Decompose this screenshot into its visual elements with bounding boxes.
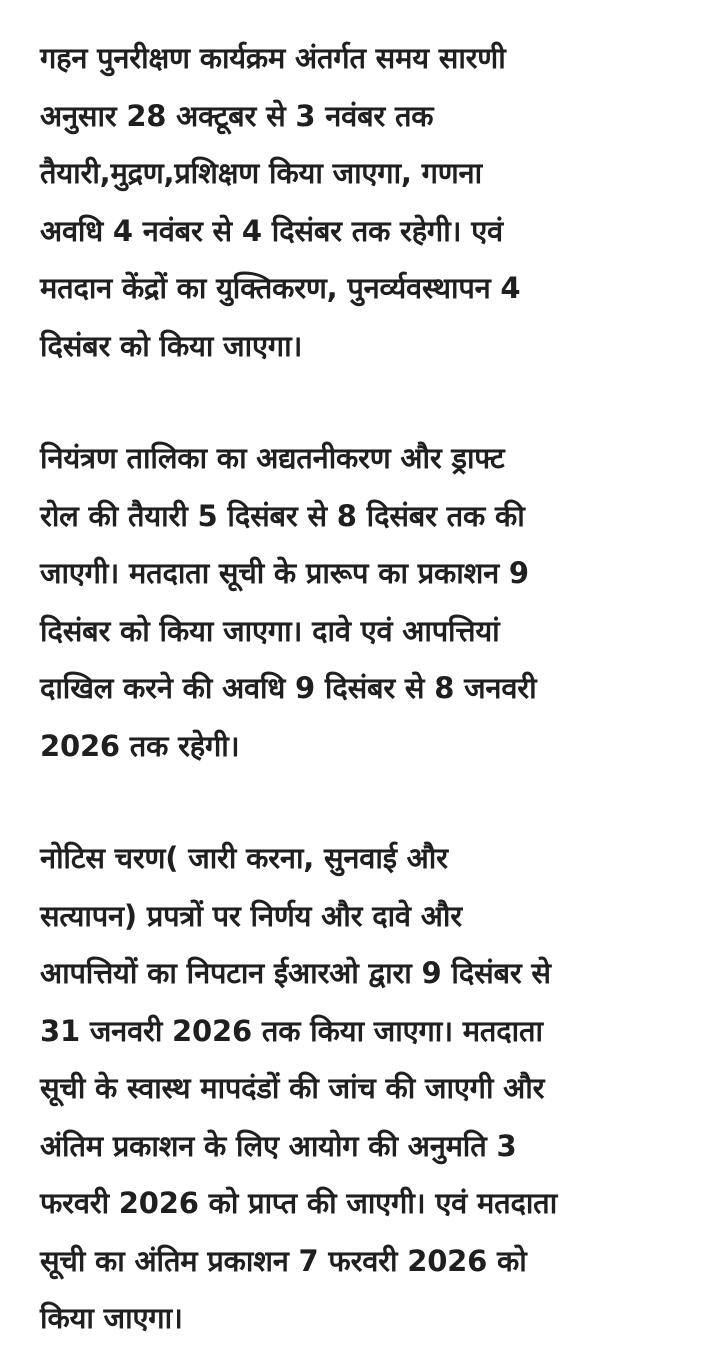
- text-line: आपत्तियों का निपटान ईआरओ द्वारा 9 दिसंबर से: [40, 956, 551, 990]
- text-line: नियंत्रण तालिका का अद्यतनीकरण और ड्राफ्ट: [40, 441, 505, 475]
- paragraph-draft-roll: [40, 430, 692, 775]
- text-line: तैयारी,मुद्रण,प्रशिक्षण किया जाएगा, गणना: [40, 156, 482, 190]
- text-line: सत्यापन) प्रपत्रों पर निर्णय और दावे और: [40, 898, 462, 933]
- text-line: 31 जनवरी 2026 तक किया जाएगा। मतदाता: [40, 1013, 543, 1048]
- text-line: दिसंबर को किया जाएगा। दावे एवं आपत्तियां: [40, 613, 500, 648]
- paragraph-notice-phase: [40, 830, 692, 1348]
- text-line: अंतिम प्रकाशन के लिए आयोग की अनुमति 3: [40, 1128, 517, 1163]
- text-line: जाएगी। मतदाता सूची के प्रारूप का प्रकाशन 9: [40, 556, 529, 590]
- text-line: किया जाएगा।: [40, 1301, 183, 1335]
- text-line: 2026 तक रहेगी।: [40, 728, 240, 763]
- text-line: अवधि 4 नवंबर से 4 दिसंबर तक रहेगी। एवं: [40, 213, 503, 248]
- paragraph-schedule-preparation: [40, 30, 692, 375]
- text-line: रोल की तैयारी 5 दिसंबर से 8 दिसंबर तक की: [40, 498, 525, 533]
- text-line: दाखिल करने की अवधि 9 दिसंबर से 8 जनवरी: [40, 671, 537, 705]
- text-line: अनुसार 28 अक्टूबर से 3 नवंबर तक: [40, 98, 434, 133]
- text-line: गहन पुनरीक्षण कार्यक्रम अंतर्गत समय सारणी: [40, 41, 506, 75]
- text-line: दिसंबर को किया जाएगा।: [40, 328, 303, 363]
- text-line: सूची का अंतिम प्रकाशन 7 फरवरी 2026 को: [40, 1243, 527, 1278]
- text-line: नोटिस चरण( जारी करना, सुनवाई और: [40, 841, 448, 875]
- text-line: सूची के स्वास्थ मापदंडों की जांच की जाएगी और: [40, 1071, 545, 1105]
- text-line: मतदान केंद्रों का युक्तिकरण, पुनर्व्यवस्थापन 4: [40, 271, 521, 305]
- text-line: फरवरी 2026 को प्राप्त की जाएगी। एवं मतदाता: [40, 1186, 558, 1220]
